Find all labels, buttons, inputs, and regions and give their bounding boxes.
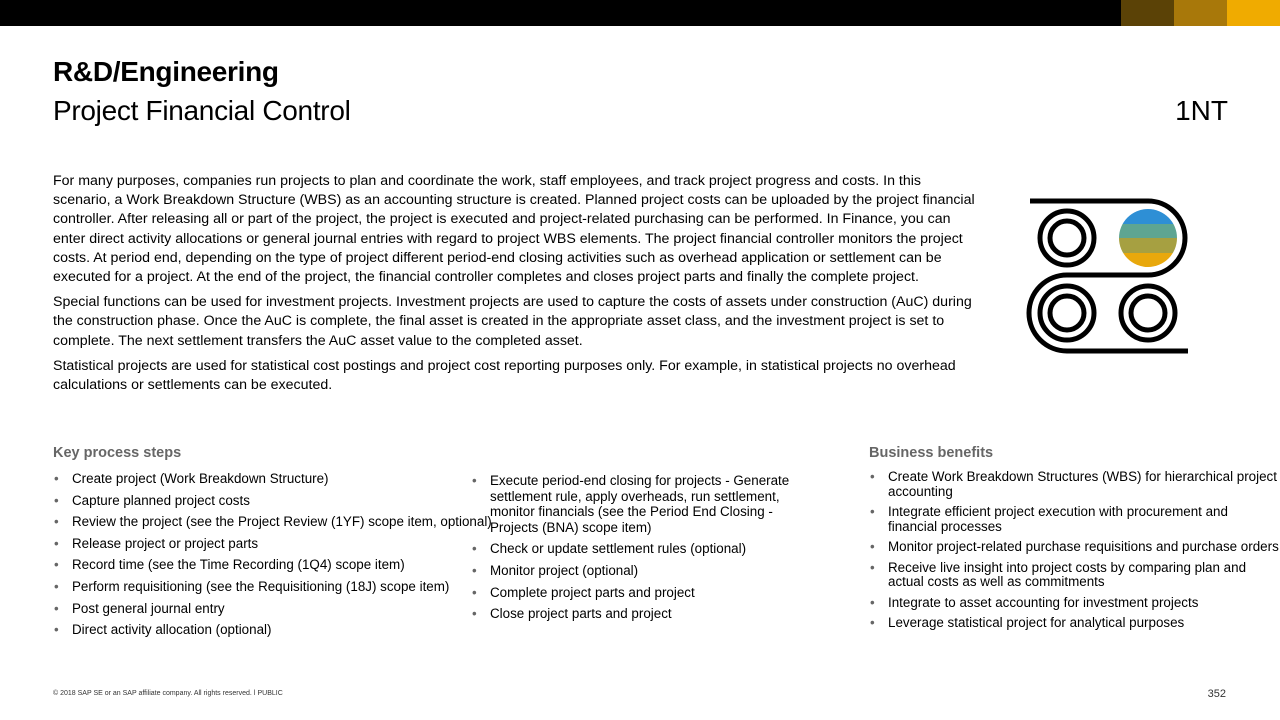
list-item: • Direct activity allocation (optional) (53, 622, 493, 638)
list-item: • Check or update settlement rules (optional) (471, 541, 821, 557)
top-bar (0, 0, 1280, 26)
list-item: • Integrate to asset accounting for investment projects (869, 596, 1279, 611)
intro-paragraph: Special functions can be used for investment projects. Investment projects are used to capture the costs of assets under construction (AuC) during the construction phase. Once the AuC is complete, the final asset is created in the appropriate asset class, and the investment project is set to complete. The next settlement transfers the AuC asset value to the completed asset. (53, 294, 972, 349)
list-item: • Release project or project parts (53, 536, 493, 552)
list-item: • Monitor project-related purchase requisitions and purchase orders (869, 540, 1279, 555)
list-item: • Monitor project (optional) (471, 563, 821, 579)
list-item: • Capture planned project costs (53, 493, 493, 509)
list-item: • Receive live insight into project costs by comparing plan and actual costs as well as commitments (869, 561, 1279, 590)
key-process-steps-heading: Key process steps (53, 445, 182, 461)
brand-swatch-medium (1174, 0, 1227, 26)
key-process-steps-list-1 (53, 471, 493, 644)
list-item: • Create project (Work Breakdown Structure) (53, 471, 493, 487)
project-process-icon (1025, 196, 1193, 358)
intro-text (53, 172, 978, 401)
page-title: R&D/Engineering (53, 56, 279, 87)
list-item: • Close project parts and project (471, 606, 821, 622)
key-process-steps-list-2 (471, 473, 821, 628)
copyright-footer: © 2018 SAP SE or an SAP affiliate company. All rights reserved. ǀ PUBLIC (53, 690, 283, 697)
list-item: • Leverage statistical project for analytical purposes (869, 616, 1279, 631)
scope-item-code: 1NT (1175, 95, 1228, 126)
intro-paragraph: For many purposes, companies run projects to plan and coordinate the work, staff employees, and track project progress and costs. In this scenario, a Work Breakdown Structure (WBS) as an accounting structure is created. Planned project costs can be uploaded by the project financial controller. After releasing all or part of the project, the project is executed and project-related purchasing can be performed. In Finance, you can enter direct activity allocations or general journal entries with regard to project WBS elements. The project financial controller monitors the project costs. At period end, depending on the type of project different period-end closing activities such as overhead application or settlement can be executed for a project. At the end of the project, the financial controller completes and closes project parts and finally the complete project. (53, 173, 975, 286)
list-item: • Complete project parts and project (471, 585, 821, 601)
brand-swatch-gold (1227, 0, 1280, 26)
list-item: • Post general journal entry (53, 601, 493, 617)
list-item: • Execute period-end closing for projects - Generate settlement rule, apply overheads, run settlement, monitor financials (see the Period End Closing - Projects (BNA) scope item) (471, 473, 821, 535)
business-benefits-heading: Business benefits (869, 445, 994, 461)
page-subtitle: Project Financial Control (53, 95, 351, 126)
list-item: • Integrate efficient project execution with procurement and financial processes (869, 505, 1279, 534)
list-item: • Review the project (see the Project Review (1YF) scope item, optional) (53, 514, 493, 530)
list-item: • Create Work Breakdown Structures (WBS) for hierarchical project accounting (869, 470, 1279, 499)
list-item: • Record time (see the Time Recording (1Q4) scope item) (53, 557, 493, 573)
business-benefits-list (869, 470, 1279, 637)
intro-paragraph: Statistical projects are used for statistical cost postings and project cost reporting purposes only. For example, in statistical projects no overhead calculations or settlements can be executed. (53, 357, 956, 394)
page-number: 352 (1207, 688, 1226, 700)
brand-swatch-dark (1121, 0, 1174, 26)
list-item: • Perform requisitioning (see the Requisitioning (18J) scope item) (53, 579, 493, 595)
